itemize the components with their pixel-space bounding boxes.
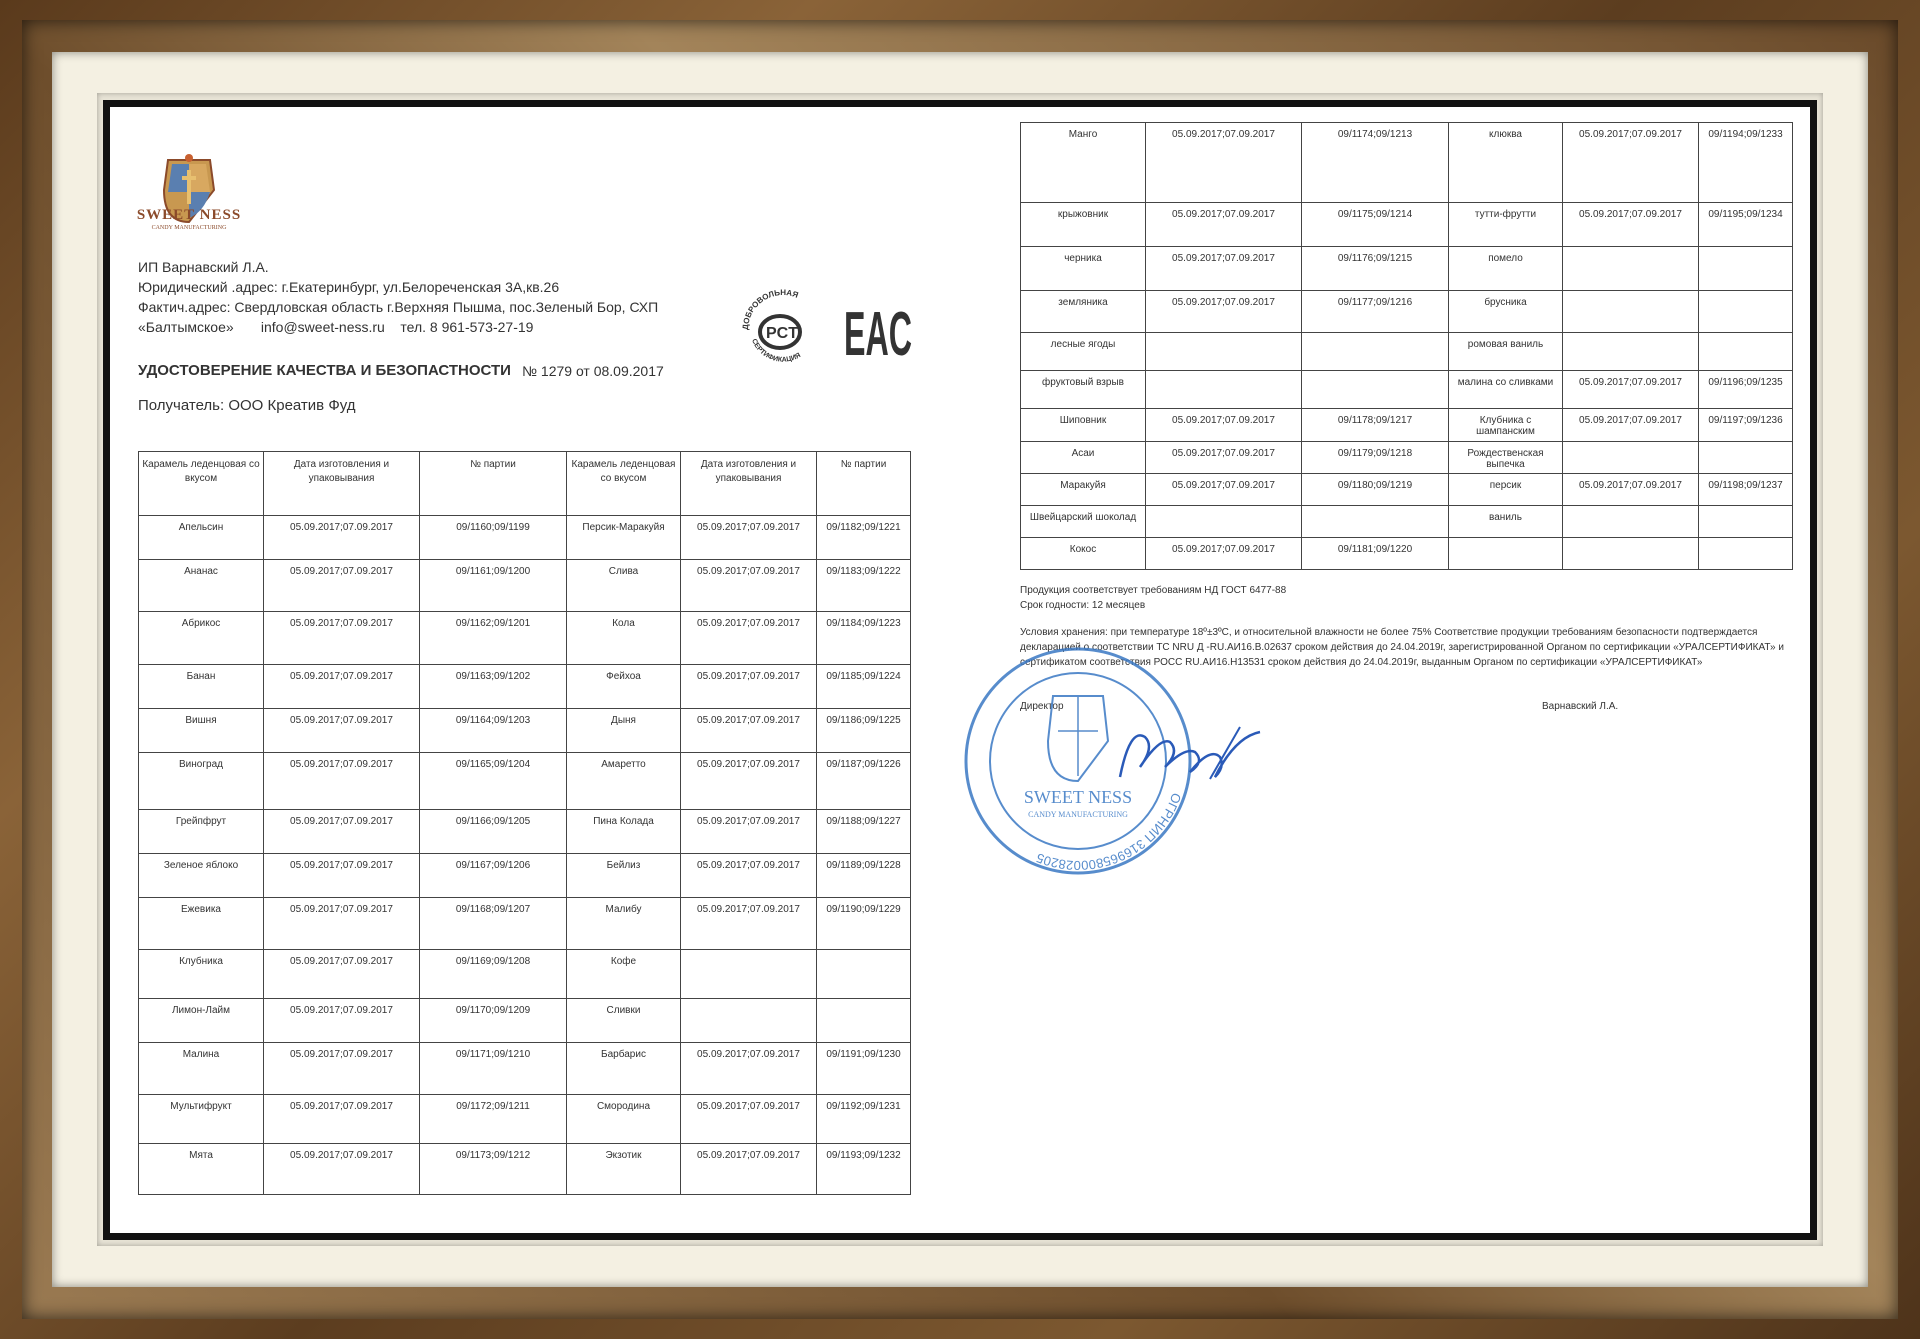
t2-cell: 05.09.2017;07.09.2017: [1146, 538, 1302, 570]
t1-row: [139, 1095, 911, 1144]
director-signature-icon: [1110, 707, 1270, 797]
t1-cell: 09/1188;09/1227: [817, 810, 911, 854]
logo-name: SWEET NESS: [136, 207, 242, 223]
t1-cell: 09/1163;09/1202: [420, 665, 567, 709]
t2-cell: Манго: [1021, 123, 1146, 203]
t2-cell: [1563, 538, 1699, 570]
t1-cell: Бейлиз: [567, 854, 681, 898]
t2-cell: 05.09.2017;07.09.2017: [1563, 123, 1699, 203]
t1-header-cell: Карамель леденцовая со вкусом: [139, 452, 264, 516]
t2-cell: 05.09.2017;07.09.2017: [1146, 247, 1302, 291]
t1-cell: Пина Колада: [567, 810, 681, 854]
shelf-life-note: Срок годности: 12 месяцев: [1020, 600, 1146, 611]
t1-header-cell: № партии: [420, 452, 567, 516]
t1-cell: 05.09.2017;07.09.2017: [264, 560, 420, 612]
t1-cell: 05.09.2017;07.09.2017: [264, 999, 420, 1043]
t2-cell: Асаи: [1021, 442, 1146, 474]
t1-cell: 05.09.2017;07.09.2017: [264, 1043, 420, 1095]
t1-row: [139, 665, 911, 709]
t1-cell: 05.09.2017;07.09.2017: [681, 516, 817, 560]
t1-cell: 05.09.2017;07.09.2017: [264, 810, 420, 854]
t1-cell: Апельсин: [139, 516, 264, 560]
certmark-top-text: ДОБРОВОЛЬНАЯ: [740, 287, 800, 331]
t1-cell: 09/1186;09/1225: [817, 709, 911, 753]
logo-subtitle: CANDY MANUFACTURING: [151, 225, 227, 231]
t1-cell: 05.09.2017;07.09.2017: [264, 753, 420, 810]
t1-cell: 09/1167;09/1206: [420, 854, 567, 898]
header-company: ИП Варнавский Л.А.: [138, 259, 269, 275]
eac-mark-icon: [844, 287, 914, 367]
t2-cell: земляника: [1021, 291, 1146, 333]
t2-cell: [1563, 247, 1699, 291]
document-recipient: Получатель: ООО Креатив Фуд: [138, 397, 356, 414]
t1-cell: 05.09.2017;07.09.2017: [264, 1095, 420, 1144]
t1-cell: Слива: [567, 560, 681, 612]
t2-cell: Кокос: [1021, 538, 1146, 570]
t2-cell: [1449, 538, 1563, 570]
t1-cell: Абрикос: [139, 612, 264, 665]
t1-cell: [817, 999, 911, 1043]
t2-row: [1021, 506, 1793, 538]
t1-cell: 09/1162;09/1201: [420, 612, 567, 665]
t1-cell: Лимон-Лайм: [139, 999, 264, 1043]
t1-cell: 09/1189;09/1228: [817, 854, 911, 898]
t2-cell: 09/1196;09/1235: [1699, 371, 1793, 409]
t2-cell: 09/1178;09/1217: [1302, 409, 1449, 442]
t1-header-cell: Дата изготовления и упаковывания: [681, 452, 817, 516]
stamp-name: SWEET NESS: [1023, 787, 1133, 807]
t2-cell: Шиповник: [1021, 409, 1146, 442]
t1-cell: Мультифрукт: [139, 1095, 264, 1144]
t2-cell: 09/1175;09/1214: [1302, 203, 1449, 247]
t2-cell: 09/1181;09/1220: [1302, 538, 1449, 570]
t2-cell: крыжовник: [1021, 203, 1146, 247]
t2-cell: 05.09.2017;07.09.2017: [1563, 409, 1699, 442]
t1-cell: Кола: [567, 612, 681, 665]
t1-cell: 05.09.2017;07.09.2017: [264, 898, 420, 950]
t1-cell: [681, 999, 817, 1043]
t1-cell: 05.09.2017;07.09.2017: [264, 1144, 420, 1195]
certification-mark-icon: [738, 282, 828, 372]
t1-header-cell: № партии: [817, 452, 911, 516]
t2-cell: 05.09.2017;07.09.2017: [1146, 203, 1302, 247]
t1-cell: 09/1164;09/1203: [420, 709, 567, 753]
t2-cell: Клубника с шампанским: [1449, 409, 1563, 442]
t1-row: [139, 898, 911, 950]
t1-cell: 09/1160;09/1199: [420, 516, 567, 560]
t2-cell: черника: [1021, 247, 1146, 291]
t1-row: [139, 1043, 911, 1095]
t2-row: [1021, 371, 1793, 409]
t1-cell: 05.09.2017;07.09.2017: [264, 516, 420, 560]
t1-row: [139, 1144, 911, 1195]
t2-cell: 05.09.2017;07.09.2017: [1563, 474, 1699, 506]
director-label: Директор: [1020, 701, 1064, 712]
t1-row: [139, 709, 911, 753]
t2-cell: 05.09.2017;07.09.2017: [1146, 409, 1302, 442]
t2-row: [1021, 409, 1793, 442]
t1-header-row: [139, 452, 911, 516]
compliance-note: Продукция соответствует требованиям НД ГОСТ 6477-88: [1020, 585, 1287, 596]
t1-cell: 05.09.2017;07.09.2017: [681, 1095, 817, 1144]
t1-cell: Зеленое яблоко: [139, 854, 264, 898]
t1-cell: 09/1170;09/1209: [420, 999, 567, 1043]
t1-header-cell: Карамель леденцовая со вкусом: [567, 452, 681, 516]
t2-cell: малина со сливками: [1449, 371, 1563, 409]
t1-cell: 05.09.2017;07.09.2017: [681, 1144, 817, 1195]
t1-cell: Мята: [139, 1144, 264, 1195]
t1-cell: 05.09.2017;07.09.2017: [681, 560, 817, 612]
t2-cell: 09/1194;09/1233: [1699, 123, 1793, 203]
t1-cell: 05.09.2017;07.09.2017: [681, 709, 817, 753]
t2-row: [1021, 474, 1793, 506]
certmark-bottom-text: СЕРТИФИКАЦИЯ: [750, 337, 803, 364]
t2-cell: [1302, 333, 1449, 371]
t1-cell: Кофе: [567, 950, 681, 999]
header-contacts: «Балтымское» info@sweet-ness.ru тел. 8 961-573-27-19: [138, 319, 534, 335]
t2-cell: 05.09.2017;07.09.2017: [1146, 291, 1302, 333]
t1-cell: Клубника: [139, 950, 264, 999]
t1-cell: Банан: [139, 665, 264, 709]
t2-cell: ромовая ваниль: [1449, 333, 1563, 371]
t2-cell: [1699, 442, 1793, 474]
t1-cell: Грейпфрут: [139, 810, 264, 854]
t1-cell: [817, 950, 911, 999]
t2-cell: 05.09.2017;07.09.2017: [1146, 123, 1302, 203]
t2-cell: 05.09.2017;07.09.2017: [1146, 474, 1302, 506]
t2-row: [1021, 247, 1793, 291]
t2-cell: Швейцарский шоколад: [1021, 506, 1146, 538]
t1-cell: 09/1193;09/1232: [817, 1144, 911, 1195]
t1-cell: 09/1172;09/1211: [420, 1095, 567, 1144]
t1-row: [139, 612, 911, 665]
t1-cell: 09/1165;09/1204: [420, 753, 567, 810]
header-legal-address: Юридический .адрес: г.Екатеринбург, ул.Белореченская 3А,кв.26: [138, 279, 560, 295]
storage-conditions-note: Условия хранения: при температуре 18º±3ºС, и относительной влажности не более 75% Соответствие продукции требованиям безопасности подтверждается декларацией о соответствии ТС NRU Д -RU.АИ16.В.02637 сроком действия до 24.04.2019г, зарегистрированной Органом по сертификации «УРАЛСЕРТИФИКАТ» и сертификатом соответствия РОСС RU.АИ16.Н13531 сроком действия до 24.04.2019г, выданным Органом по сертификации «УРАЛСЕРТИФИКАТ»: [1020, 627, 1784, 668]
t1-cell: Экзотик: [567, 1144, 681, 1195]
t1-cell: 05.09.2017;07.09.2017: [681, 665, 817, 709]
t1-cell: 05.09.2017;07.09.2017: [681, 612, 817, 665]
t2-cell: 09/1195;09/1234: [1699, 203, 1793, 247]
t1-cell: 09/1169;09/1208: [420, 950, 567, 999]
t1-cell: 09/1173;09/1212: [420, 1144, 567, 1195]
t2-cell: 05.09.2017;07.09.2017: [1146, 442, 1302, 474]
eac-text: EAC: [844, 300, 912, 369]
svg-text:ДОБРОВОЛЬНАЯ: [741, 288, 800, 330]
document-title: УДОСТОВЕРЕНИЕ КАЧЕСТВА И БЕЗОПАСТНОСТИ: [138, 362, 511, 379]
t2-cell: фруктовый взрыв: [1021, 371, 1146, 409]
t1-cell: 09/1182;09/1221: [817, 516, 911, 560]
t1-cell: Барбарис: [567, 1043, 681, 1095]
t1-cell: Дыня: [567, 709, 681, 753]
t1-row: [139, 999, 911, 1043]
t2-cell: [1699, 333, 1793, 371]
t1-row: [139, 810, 911, 854]
t1-cell: Фейхоа: [567, 665, 681, 709]
t2-cell: [1146, 506, 1302, 538]
t2-cell: брусника: [1449, 291, 1563, 333]
t1-cell: Виноград: [139, 753, 264, 810]
t1-cell: 09/1161;09/1200: [420, 560, 567, 612]
t2-cell: 05.09.2017;07.09.2017: [1563, 203, 1699, 247]
t1-row: [139, 753, 911, 810]
document-number: № 1279 от 08.09.2017: [522, 363, 664, 379]
t1-cell: 09/1187;09/1226: [817, 753, 911, 810]
quality-table-left: [138, 451, 911, 1195]
t1-cell: 05.09.2017;07.09.2017: [681, 810, 817, 854]
t2-cell: [1302, 506, 1449, 538]
t1-cell: Ежевика: [139, 898, 264, 950]
t2-cell: Маракуйя: [1021, 474, 1146, 506]
t1-header-cell: Дата изготовления и упаковывания: [264, 452, 420, 516]
director-name: Варнавский Л.А.: [1542, 701, 1619, 712]
t1-cell: 09/1190;09/1229: [817, 898, 911, 950]
t2-cell: [1699, 247, 1793, 291]
t2-row: [1021, 123, 1793, 203]
t2-row: [1021, 333, 1793, 371]
t2-cell: 09/1179;09/1218: [1302, 442, 1449, 474]
t2-cell: 09/1174;09/1213: [1302, 123, 1449, 203]
t1-cell: 09/1191;09/1230: [817, 1043, 911, 1095]
t1-cell: Малибу: [567, 898, 681, 950]
t1-cell: Амаретто: [567, 753, 681, 810]
t2-cell: 09/1176;09/1215: [1302, 247, 1449, 291]
t1-row: [139, 516, 911, 560]
t2-cell: 09/1177;09/1216: [1302, 291, 1449, 333]
t2-cell: [1699, 291, 1793, 333]
t1-cell: 09/1192;09/1231: [817, 1095, 911, 1144]
t1-row: [139, 950, 911, 999]
t2-cell: лесные ягоды: [1021, 333, 1146, 371]
t1-cell: 09/1166;09/1205: [420, 810, 567, 854]
t1-cell: 05.09.2017;07.09.2017: [681, 753, 817, 810]
t2-row: [1021, 442, 1793, 474]
header-actual-address: Фактич.адрес: Свердловская область г.Верхняя Пышма, пос.Зеленый Бор, СХП: [138, 299, 659, 315]
t2-cell: 09/1198;09/1237: [1699, 474, 1793, 506]
t1-cell: 05.09.2017;07.09.2017: [264, 665, 420, 709]
t2-cell: [1699, 506, 1793, 538]
t2-cell: 05.09.2017;07.09.2017: [1563, 371, 1699, 409]
t2-cell: тутти-фрутти: [1449, 203, 1563, 247]
t1-cell: 09/1183;09/1222: [817, 560, 911, 612]
t1-cell: Сливки: [567, 999, 681, 1043]
t1-cell: 09/1184;09/1223: [817, 612, 911, 665]
quality-table-right: [1020, 122, 1793, 570]
t2-cell: помело: [1449, 247, 1563, 291]
t2-row: [1021, 538, 1793, 570]
t2-cell: [1146, 371, 1302, 409]
t1-cell: 05.09.2017;07.09.2017: [681, 854, 817, 898]
t1-cell: [681, 950, 817, 999]
t2-cell: [1146, 333, 1302, 371]
t1-row: [139, 854, 911, 898]
t2-cell: [1563, 506, 1699, 538]
t1-cell: Малина: [139, 1043, 264, 1095]
t2-cell: 09/1197;09/1236: [1699, 409, 1793, 442]
t1-cell: 05.09.2017;07.09.2017: [264, 950, 420, 999]
t1-cell: 05.09.2017;07.09.2017: [264, 854, 420, 898]
t2-row: [1021, 203, 1793, 247]
t2-cell: [1563, 291, 1699, 333]
t2-cell: Рождественская выпечка: [1449, 442, 1563, 474]
t1-cell: 05.09.2017;07.09.2017: [681, 898, 817, 950]
t1-cell: 05.09.2017;07.09.2017: [264, 612, 420, 665]
t2-cell: [1563, 333, 1699, 371]
certmark-center-text: PCT: [766, 325, 798, 342]
t1-cell: Персик-Маракуйя: [567, 516, 681, 560]
t1-cell: Смородина: [567, 1095, 681, 1144]
t1-row: [139, 560, 911, 612]
t2-cell: [1302, 371, 1449, 409]
stamp-ogrnip: ОГРНИП 316965800028205: [1034, 790, 1185, 874]
document-page: [110, 107, 1810, 1233]
t2-cell: клюква: [1449, 123, 1563, 203]
t2-cell: [1563, 442, 1699, 474]
stamp-subtitle: CANDY MANUFACTURING: [1028, 810, 1128, 819]
t1-cell: 05.09.2017;07.09.2017: [681, 1043, 817, 1095]
t2-cell: ваниль: [1449, 506, 1563, 538]
t2-cell: персик: [1449, 474, 1563, 506]
t1-cell: Ананас: [139, 560, 264, 612]
t2-cell: [1699, 538, 1793, 570]
t2-cell: 09/1180;09/1219: [1302, 474, 1449, 506]
t1-cell: 05.09.2017;07.09.2017: [264, 709, 420, 753]
t1-cell: 09/1185;09/1224: [817, 665, 911, 709]
t1-cell: 09/1171;09/1210: [420, 1043, 567, 1095]
t1-cell: 09/1168;09/1207: [420, 898, 567, 950]
t1-cell: Вишня: [139, 709, 264, 753]
t2-row: [1021, 291, 1793, 333]
